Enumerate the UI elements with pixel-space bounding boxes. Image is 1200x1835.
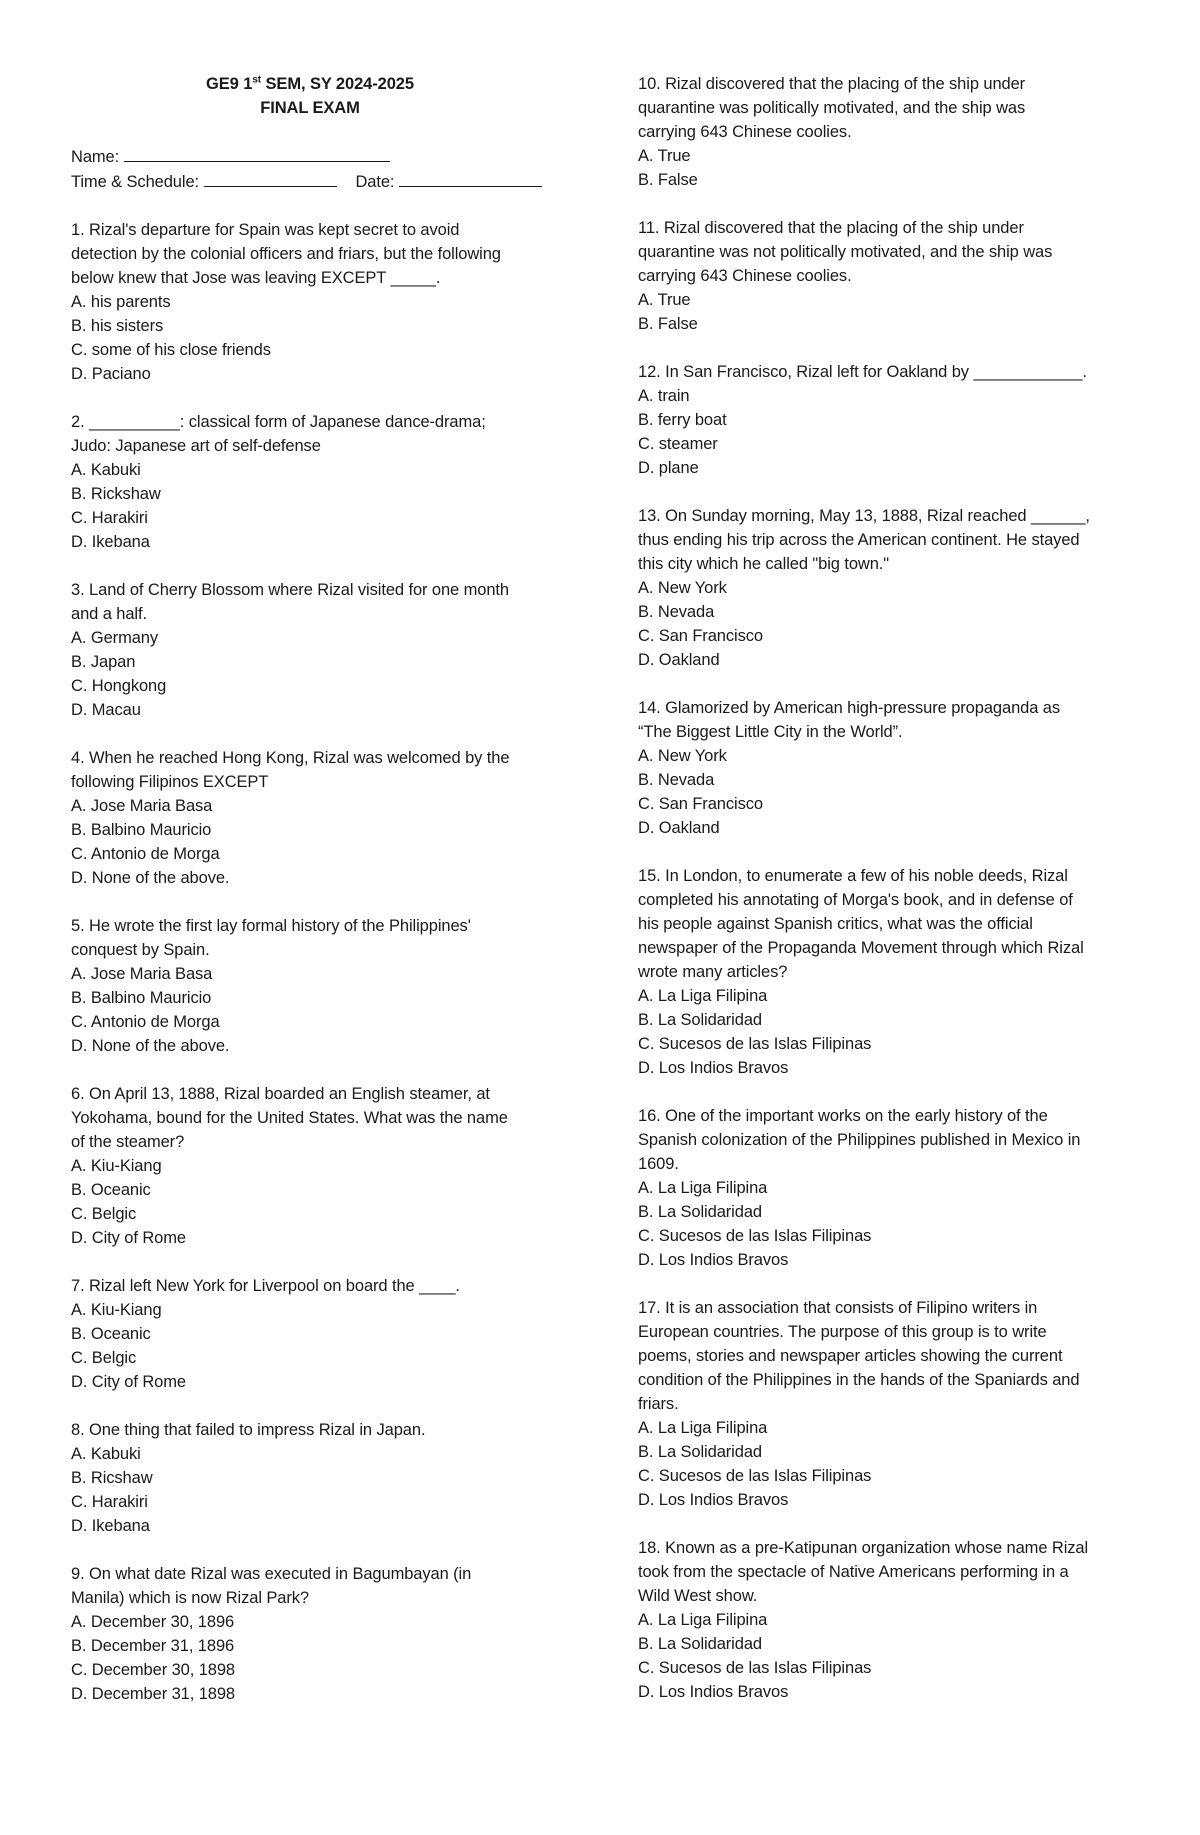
question-text-line: poems, stories and newspaper articles showing the current	[638, 1347, 1063, 1365]
answer-option[interactable]: C. Harakiri	[71, 509, 148, 527]
answer-option[interactable]: C. some of his close friends	[71, 341, 271, 359]
question-12	[638, 360, 1138, 480]
answer-option[interactable]: D. Los Indios Bravos	[638, 1059, 789, 1077]
question-text-line: 11. Rizal discovered that the placing of the ship under	[638, 219, 1024, 237]
answer-option[interactable]: A. La Liga Filipina	[638, 1611, 768, 1629]
question-17	[638, 1296, 1138, 1512]
answer-option[interactable]: D. Oakland	[638, 819, 720, 837]
answer-option[interactable]: B. December 31, 1896	[71, 1637, 235, 1655]
answer-option[interactable]: C. Sucesos de las Islas Filipinas	[638, 1035, 872, 1053]
answer-option[interactable]: D. plane	[638, 459, 699, 477]
title-superscript: st	[252, 74, 262, 86]
answer-option[interactable]: C. San Francisco	[638, 795, 763, 813]
question-14	[638, 696, 1138, 840]
answer-option[interactable]: C. Harakiri	[71, 1493, 148, 1511]
answer-option[interactable]: D. Ikebana	[71, 533, 150, 551]
question-10	[638, 72, 1138, 192]
question-text-line: carrying 643 Chinese coolies.	[638, 267, 852, 285]
answer-option[interactable]: B. Oceanic	[71, 1181, 151, 1199]
question-8	[71, 1418, 571, 1538]
question-13	[638, 504, 1138, 672]
question-text-line: detection by the colonial officers and friars, but the following	[71, 245, 501, 263]
answer-option[interactable]: D. None of the above.	[71, 1037, 230, 1055]
question-text-line: wrote many articles?	[638, 963, 788, 981]
answer-option[interactable]: A. Kiu-Kiang	[71, 1301, 162, 1319]
answer-option[interactable]: B. La Solidaridad	[638, 1203, 762, 1221]
answer-option[interactable]: D. City of Rome	[71, 1229, 186, 1247]
question-text-line: 4. When he reached Hong Kong, Rizal was welcomed by the	[71, 749, 510, 767]
question-15	[638, 864, 1138, 1080]
question-text-line: European countries. The purpose of this group is to write	[638, 1323, 1047, 1341]
question-text-line: 1. Rizal's departure for Spain was kept secret to avoid	[71, 221, 460, 239]
question-text-line: his people against Spanish critics, what was the official	[638, 915, 1033, 933]
question-text-line: Judo: Japanese art of self-defense	[71, 437, 321, 455]
title-text: GE9 1	[206, 75, 253, 93]
answer-option[interactable]: D. Paciano	[71, 365, 151, 383]
question-text-line: 8. One thing that failed to impress Rizal in Japan.	[71, 1421, 426, 1439]
answer-option[interactable]: B. La Solidaridad	[638, 1635, 762, 1653]
answer-option[interactable]: B. ferry boat	[638, 411, 727, 429]
date-blank-line[interactable]	[399, 169, 542, 187]
question-text-line: took from the spectacle of Native Americans performing in a	[638, 1563, 1069, 1581]
answer-option[interactable]: A. train	[638, 387, 690, 405]
question-text-line: 16. One of the important works on the early history of the	[638, 1107, 1048, 1125]
question-text-line: this city which he called "big town."	[638, 555, 890, 573]
question-2	[71, 410, 571, 554]
exam-subtitle: FINAL EXAM	[260, 99, 360, 117]
answer-option[interactable]: A. La Liga Filipina	[638, 1179, 768, 1197]
question-text-line: Wild West show.	[638, 1587, 758, 1605]
answer-option[interactable]: D. Los Indios Bravos	[638, 1491, 789, 1509]
question-text-line: following Filipinos EXCEPT	[71, 773, 269, 791]
answer-option[interactable]: A. True	[638, 291, 691, 309]
answer-option[interactable]: A. New York	[638, 747, 727, 765]
answer-option[interactable]: B. Nevada	[638, 771, 715, 789]
answer-option[interactable]: C. Belgic	[71, 1349, 137, 1367]
answer-option[interactable]: A. New York	[638, 579, 727, 597]
answer-option[interactable]: D. None of the above.	[71, 869, 230, 887]
answer-option[interactable]: C. steamer	[638, 435, 718, 453]
answer-option[interactable]: C. Sucesos de las Islas Filipinas	[638, 1227, 872, 1245]
answer-option[interactable]: C. Belgic	[71, 1205, 137, 1223]
answer-option[interactable]: A. Germany	[71, 629, 159, 647]
question-text-line: completed his annotating of Morga's book, and in defense of	[638, 891, 1073, 909]
question-3	[71, 578, 571, 722]
answer-option[interactable]: C. San Francisco	[638, 627, 763, 645]
question-text-line: 18. Known as a pre-Katipunan organization whose name Rizal	[638, 1539, 1089, 1557]
answer-option[interactable]: C. Antonio de Morga	[71, 845, 220, 863]
schedule-label: Time & Schedule:	[71, 173, 200, 191]
question-1	[71, 218, 571, 386]
question-7	[71, 1274, 571, 1394]
answer-option[interactable]: D. Los Indios Bravos	[638, 1683, 789, 1701]
question-text-line: conquest by Spain.	[71, 941, 210, 959]
question-text-line: 9. On what date Rizal was executed in Bagumbayan (in	[71, 1565, 472, 1583]
answer-option[interactable]: A. December 30, 1896	[71, 1613, 235, 1631]
question-6	[71, 1082, 571, 1250]
question-text-line: 6. On April 13, 1888, Rizal boarded an English steamer, at	[71, 1085, 490, 1103]
question-11	[638, 216, 1138, 336]
answer-option[interactable]: A. his parents	[71, 293, 171, 311]
answer-option[interactable]: D. Los Indios Bravos	[638, 1251, 789, 1269]
question-text-line: quarantine was politically motivated, and the ship was	[638, 99, 1026, 117]
question-9	[71, 1562, 571, 1706]
question-18	[638, 1536, 1138, 1704]
answer-option[interactable]: A. La Liga Filipina	[638, 987, 768, 1005]
spacer	[71, 120, 571, 144]
name-field-row	[71, 144, 571, 169]
answer-option[interactable]: B. Japan	[71, 653, 136, 671]
answer-option[interactable]: B. False	[638, 171, 698, 189]
answer-option[interactable]: D. Ikebana	[71, 1517, 150, 1535]
answer-option[interactable]: B. Ricshaw	[71, 1469, 153, 1487]
question-text-line: 13. On Sunday morning, May 13, 1888, Rizal reached ______,	[638, 507, 1090, 525]
question-text-line: and a half.	[71, 605, 147, 623]
answer-option[interactable]: A. La Liga Filipina	[638, 1419, 768, 1437]
schedule-date-row	[71, 169, 571, 194]
question-4	[71, 746, 571, 890]
question-text-line: condition of the Philippines in the hands of the Spaniards and	[638, 1371, 1080, 1389]
question-text-line: 2. __________: classical form of Japanese dance-drama;	[71, 413, 486, 431]
right-question-list	[638, 72, 1138, 1704]
answer-option[interactable]: B. La Solidaridad	[638, 1443, 762, 1461]
left-column	[71, 72, 571, 1730]
question-text-line: newspaper of the Propaganda Movement through which Rizal	[638, 939, 1084, 957]
question-5	[71, 914, 571, 1058]
schedule-blank-line[interactable]	[204, 169, 337, 187]
question-text-line: 10. Rizal discovered that the placing of the ship under	[638, 75, 1026, 93]
answer-option[interactable]: B. False	[638, 315, 698, 333]
answer-option[interactable]: B. Balbino Mauricio	[71, 989, 212, 1007]
answer-option[interactable]: B. his sisters	[71, 317, 164, 335]
right-column	[638, 72, 1138, 1728]
answer-option[interactable]: C. Hongkong	[71, 677, 167, 695]
answer-option[interactable]: D. Oakland	[638, 651, 720, 669]
answer-option[interactable]: C. December 30, 1898	[71, 1661, 236, 1679]
question-text-line: 3. Land of Cherry Blossom where Rizal visited for one month	[71, 581, 509, 599]
spacer	[71, 194, 571, 218]
question-text-line: 15. In London, to enumerate a few of his noble deeds, Rizal	[638, 867, 1068, 885]
question-text-line: of the steamer?	[71, 1133, 185, 1151]
answer-option[interactable]: C. Sucesos de las Islas Filipinas	[638, 1467, 872, 1485]
answer-option[interactable]: B. Balbino Mauricio	[71, 821, 212, 839]
question-text-line: 1609.	[638, 1155, 679, 1173]
name-blank-line[interactable]	[124, 144, 390, 162]
question-text-line: Yokohama, bound for the United States. What was the name	[71, 1109, 508, 1127]
answer-option[interactable]: B. Rickshaw	[71, 485, 161, 503]
answer-option[interactable]: B. La Solidaridad	[638, 1011, 762, 1029]
date-label: Date:	[355, 173, 395, 191]
question-text-line: 12. In San Francisco, Rizal left for Oakland by ____________.	[638, 363, 1087, 381]
question-text-line: 7. Rizal left New York for Liverpool on board the ____.	[71, 1277, 460, 1295]
question-text-line: Spanish colonization of the Philippines published in Mexico in	[638, 1131, 1081, 1149]
question-text-line: below knew that Jose was leaving EXCEPT _____.	[71, 269, 441, 287]
answer-option[interactable]: D. Macau	[71, 701, 141, 719]
answer-option[interactable]: C. Antonio de Morga	[71, 1013, 220, 1031]
answer-option[interactable]: B. Nevada	[638, 603, 715, 621]
answer-option[interactable]: A. Jose Maria Basa	[71, 797, 213, 815]
title-text-rest: SEM, SY 2024-2025	[261, 75, 414, 93]
answer-option[interactable]: D. City of Rome	[71, 1373, 186, 1391]
answer-option[interactable]: A. Kabuki	[71, 461, 141, 479]
question-text-line: quarantine was not politically motivated, and the ship was	[638, 243, 1053, 261]
exam-title	[71, 72, 549, 96]
question-text-line: carrying 643 Chinese coolies.	[638, 123, 852, 141]
left-question-list	[71, 218, 571, 1706]
answer-option[interactable]: C. Sucesos de las Islas Filipinas	[638, 1659, 872, 1677]
answer-option[interactable]: A. Kabuki	[71, 1445, 141, 1463]
name-label: Name:	[71, 148, 120, 166]
question-16	[638, 1104, 1138, 1272]
answer-option[interactable]: B. Oceanic	[71, 1325, 151, 1343]
question-text-line: friars.	[638, 1395, 679, 1413]
question-text-line: thus ending his trip across the American continent. He stayed	[638, 531, 1080, 549]
answer-option[interactable]: A. True	[638, 147, 691, 165]
question-text-line: 17. It is an association that consists of Filipino writers in	[638, 1299, 1038, 1317]
answer-option[interactable]: A. Kiu-Kiang	[71, 1157, 162, 1175]
question-text-line: Manila) which is now Rizal Park?	[71, 1589, 309, 1607]
question-text-line: “The Biggest Little City in the World”.	[638, 723, 903, 741]
question-text-line: 5. He wrote the first lay formal history of the Philippines'	[71, 917, 471, 935]
question-text-line: 14. Glamorized by American high-pressure propaganda as	[638, 699, 1061, 717]
answer-option[interactable]: D. December 31, 1898	[71, 1685, 236, 1703]
answer-option[interactable]: A. Jose Maria Basa	[71, 965, 213, 983]
